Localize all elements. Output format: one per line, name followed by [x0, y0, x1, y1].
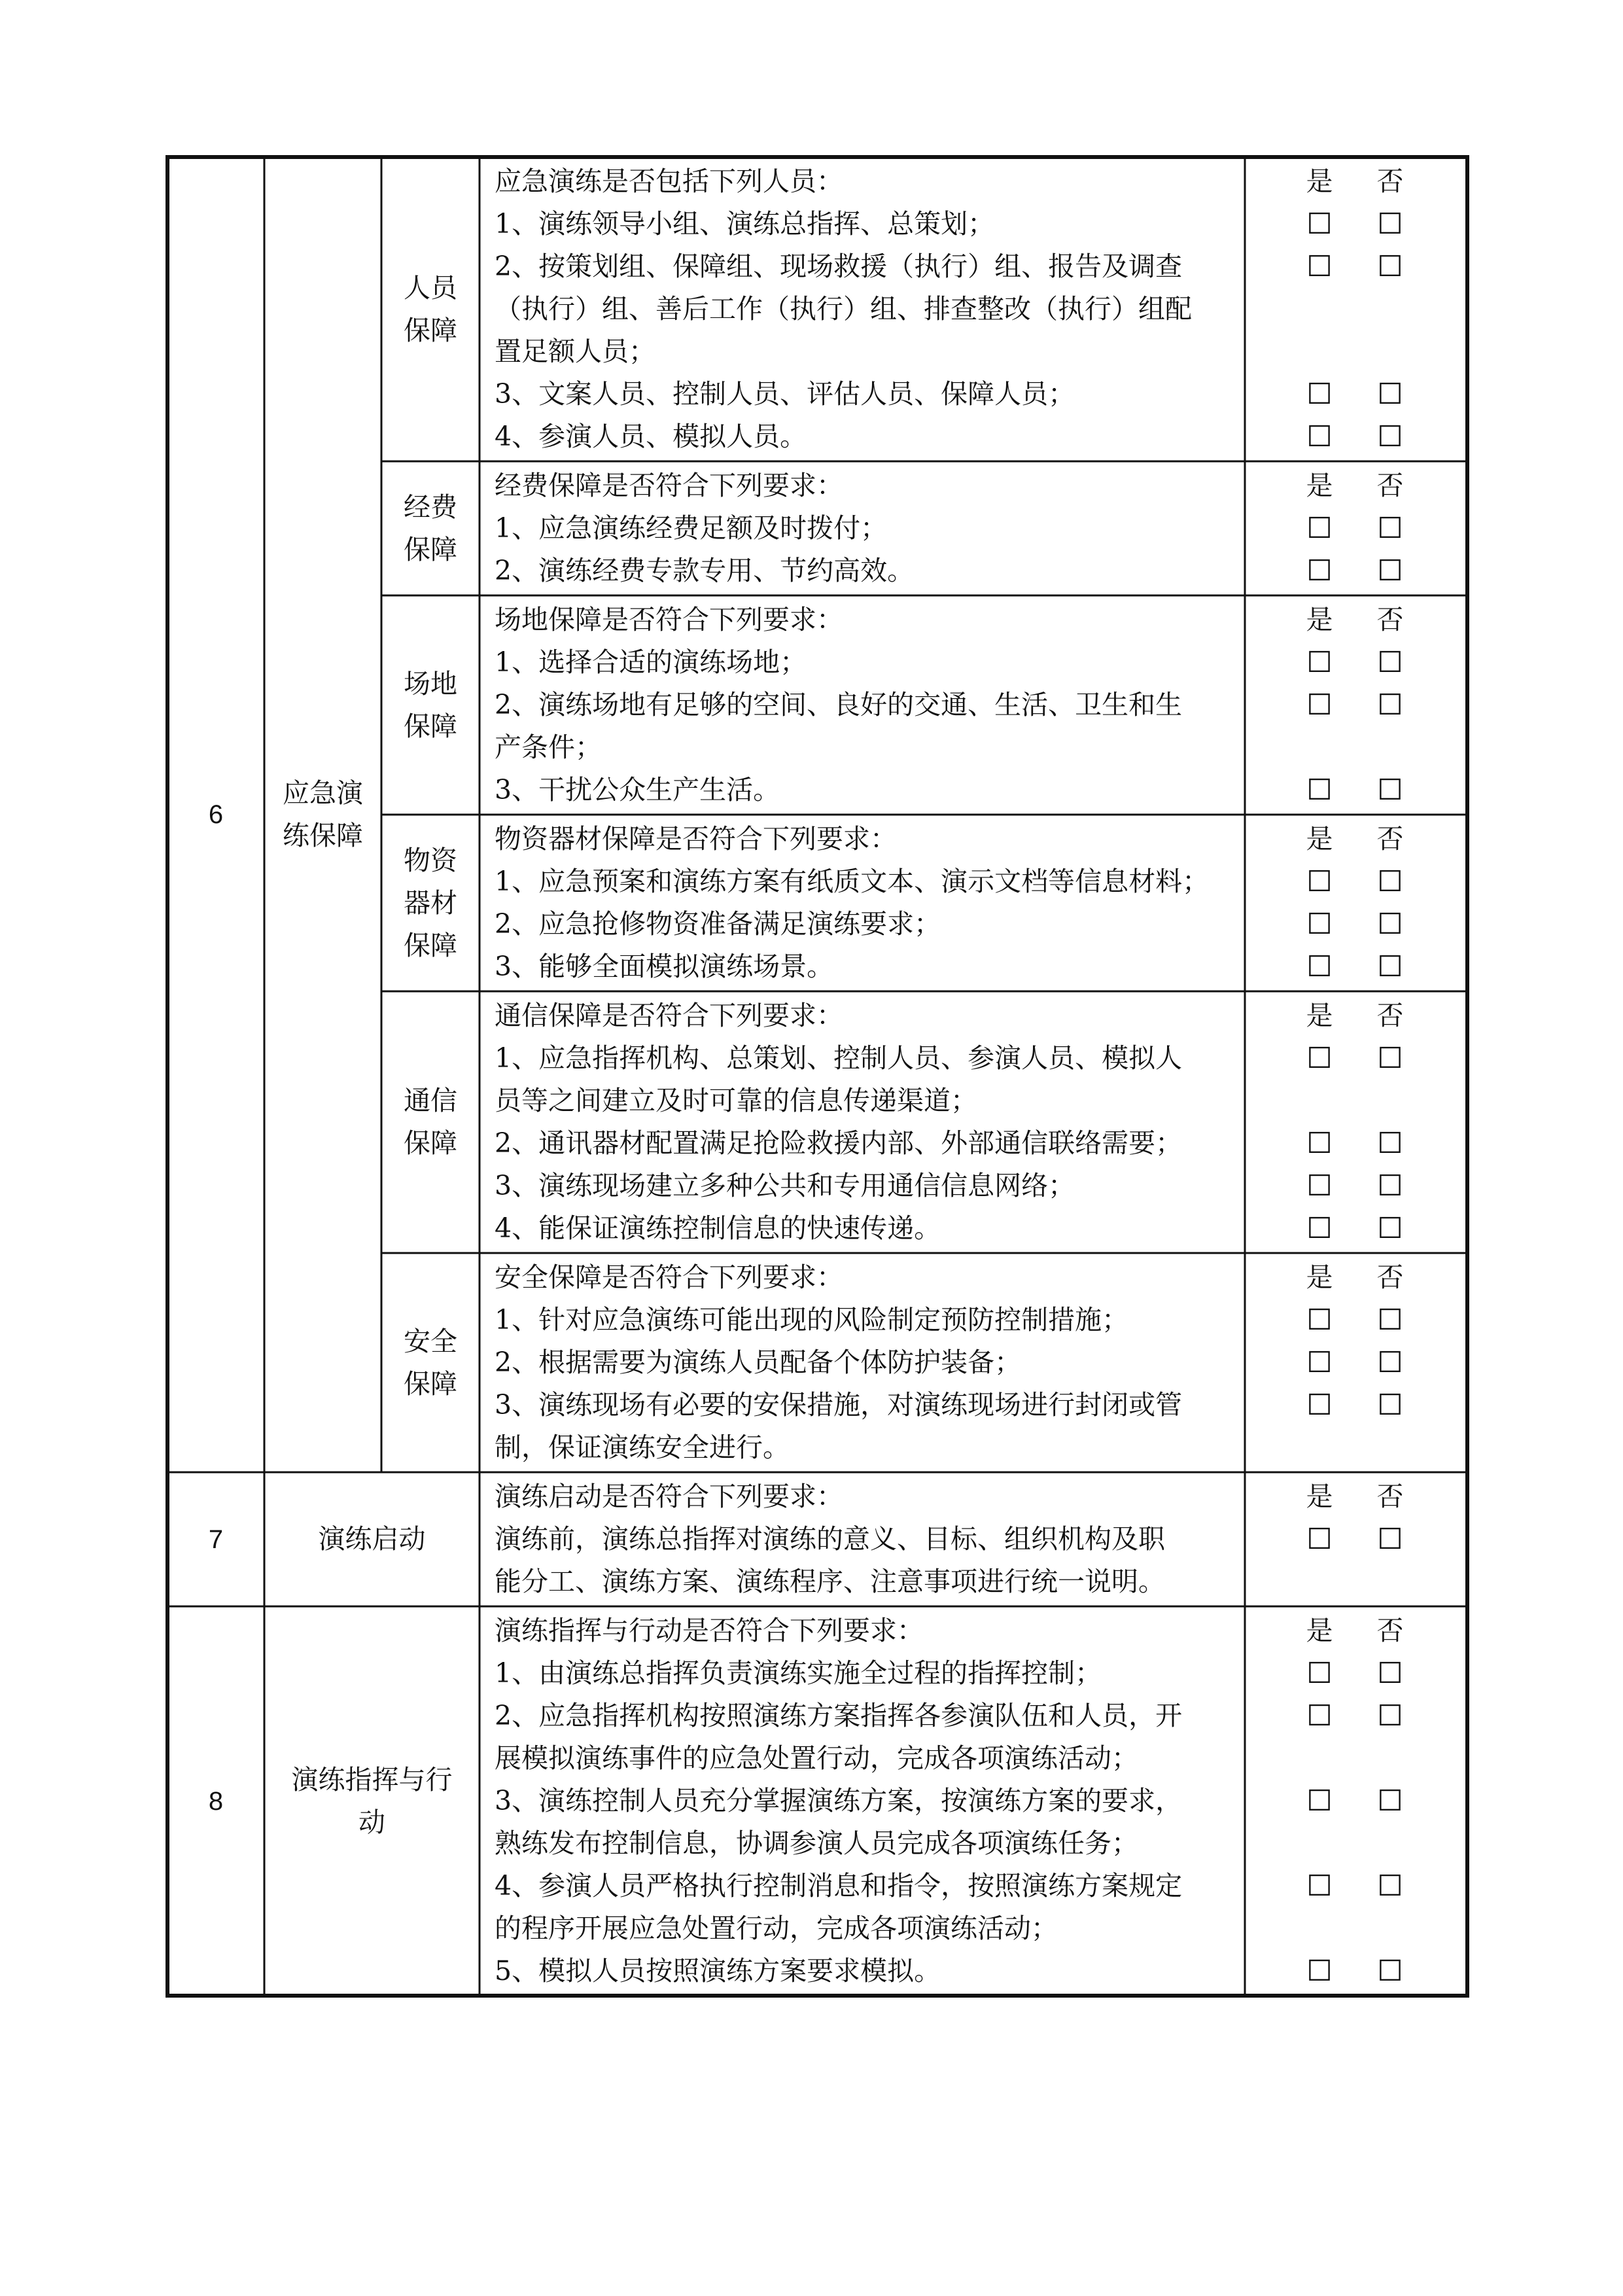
subsection-label: 场地 — [404, 667, 457, 699]
yes-checkbox[interactable]: ☐ — [1306, 1042, 1333, 1075]
yes-checkbox[interactable]: ☐ — [1306, 1303, 1333, 1337]
no-label: 否 — [1376, 1481, 1404, 1512]
yes-checkbox[interactable]: ☐ — [1306, 950, 1333, 983]
subsection-label: 保障 — [404, 710, 457, 742]
category-label: 练保障 — [283, 820, 363, 851]
criteria-line: 1、应急预案和演练方案有纸质文本、演示文档等信息材料； — [495, 866, 1210, 897]
criteria-line: 经费保障是否符合下列要求： — [495, 470, 843, 501]
subsection-label: 人员 — [404, 272, 457, 304]
no-checkbox[interactable]: ☐ — [1377, 1657, 1403, 1690]
no-checkbox[interactable]: ☐ — [1377, 378, 1403, 411]
criteria-line: 2、应急抢修物资准备满足演练要求； — [495, 908, 941, 940]
category-label: 演练启动 — [318, 1523, 426, 1555]
no-checkbox[interactable]: ☐ — [1377, 1523, 1403, 1556]
criteria-line: 2、演练经费专款专用、节约高效。 — [495, 555, 915, 586]
yes-checkbox[interactable]: ☐ — [1306, 207, 1333, 241]
no-label: 否 — [1376, 166, 1404, 197]
no-checkbox[interactable]: ☐ — [1377, 908, 1403, 941]
criteria-line: 1、选择合适的演练场地； — [495, 646, 807, 678]
criteria-line: 1、应急指挥机构、总策划、控制人员、参演人员、模拟人 — [495, 1042, 1183, 1074]
no-checkbox[interactable]: ☐ — [1377, 865, 1403, 898]
row-number: 6 — [208, 800, 224, 829]
no-checkbox[interactable]: ☐ — [1377, 512, 1403, 545]
yes-label: 是 — [1306, 823, 1333, 855]
no-checkbox[interactable]: ☐ — [1377, 1127, 1403, 1160]
criteria-line: 3、演练现场有必要的安保措施，对演练现场进行封闭或管 — [495, 1389, 1183, 1421]
yes-checkbox[interactable]: ☐ — [1306, 1127, 1333, 1160]
yes-checkbox[interactable]: ☐ — [1306, 1657, 1333, 1690]
no-label: 否 — [1376, 823, 1404, 855]
yes-checkbox[interactable]: ☐ — [1306, 646, 1333, 679]
criteria-line: 演练指挥与行动是否符合下列要求： — [495, 1615, 924, 1646]
yes-checkbox[interactable]: ☐ — [1306, 554, 1333, 588]
no-checkbox[interactable]: ☐ — [1377, 1303, 1403, 1337]
no-checkbox[interactable]: ☐ — [1377, 420, 1403, 453]
subsection-label: 保障 — [404, 1368, 457, 1400]
no-label: 否 — [1376, 1615, 1404, 1646]
yes-checkbox[interactable]: ☐ — [1306, 512, 1333, 545]
subsection-label: 器材 — [404, 887, 457, 919]
subsection-label: 物资 — [404, 844, 457, 876]
yes-label: 是 — [1306, 1000, 1333, 1031]
criteria-line: 2、通讯器材配置满足抢险救援内部、外部通信联络需要； — [495, 1127, 1183, 1159]
subsection-label: 保障 — [404, 314, 457, 346]
subsection-label: 保障 — [404, 929, 457, 961]
yes-checkbox[interactable]: ☐ — [1306, 908, 1333, 941]
row-number: 8 — [208, 1786, 224, 1816]
yes-checkbox[interactable]: ☐ — [1306, 250, 1333, 283]
subsection-label: 保障 — [404, 533, 457, 565]
criteria-line: 制，保证演练安全进行。 — [495, 1432, 790, 1463]
yes-label: 是 — [1306, 470, 1333, 501]
criteria-line: 展模拟演练事件的应急处置行动，完成各项演练活动； — [495, 1742, 1138, 1774]
no-checkbox[interactable]: ☐ — [1377, 1346, 1403, 1379]
no-checkbox[interactable]: ☐ — [1377, 1699, 1403, 1733]
criteria-line: 5、模拟人员按照演练方案要求模拟。 — [495, 1955, 941, 1987]
no-checkbox[interactable]: ☐ — [1377, 1388, 1403, 1422]
yes-checkbox[interactable]: ☐ — [1306, 1869, 1333, 1903]
criteria-line: 4、能保证演练控制信息的快速传递。 — [495, 1212, 941, 1244]
criteria-line: 4、参演人员、模拟人员。 — [495, 421, 807, 452]
subsection-label: 保障 — [404, 1127, 457, 1159]
criteria-line: 3、能够全面模拟演练场景。 — [495, 951, 834, 982]
criteria-line: 3、演练现场建立多种公共和专用通信信息网络； — [495, 1170, 1075, 1201]
row-number: 7 — [208, 1525, 224, 1554]
no-label: 否 — [1376, 604, 1404, 635]
criteria-line: 物资器材保障是否符合下列要求： — [495, 823, 897, 855]
no-checkbox[interactable]: ☐ — [1377, 1869, 1403, 1903]
yes-checkbox[interactable]: ☐ — [1306, 1784, 1333, 1818]
criteria-line: 的程序开展应急处置行动，完成各项演练活动； — [495, 1913, 1058, 1944]
no-checkbox[interactable]: ☐ — [1377, 950, 1403, 983]
yes-checkbox[interactable]: ☐ — [1306, 1699, 1333, 1733]
no-checkbox[interactable]: ☐ — [1377, 688, 1403, 722]
criteria-line: 能分工、演练方案、演练程序、注意事项进行统一说明。 — [495, 1566, 1165, 1597]
yes-checkbox[interactable]: ☐ — [1306, 773, 1333, 807]
yes-checkbox[interactable]: ☐ — [1306, 420, 1333, 453]
criteria-line: 安全保障是否符合下列要求： — [495, 1262, 843, 1293]
yes-checkbox[interactable]: ☐ — [1306, 1346, 1333, 1379]
no-checkbox[interactable]: ☐ — [1377, 207, 1403, 241]
yes-checkbox[interactable]: ☐ — [1306, 1212, 1333, 1245]
subsection-label: 安全 — [404, 1325, 457, 1357]
yes-checkbox[interactable]: ☐ — [1306, 1954, 1333, 1988]
category-label: 演练指挥与行 — [291, 1763, 453, 1795]
subsection-label: 经费 — [404, 491, 457, 523]
yes-checkbox[interactable]: ☐ — [1306, 688, 1333, 722]
yes-checkbox[interactable]: ☐ — [1306, 865, 1333, 898]
criteria-line: 2、应急指挥机构按照演练方案指挥各参演队伍和人员，开 — [495, 1700, 1183, 1731]
no-label: 否 — [1376, 1262, 1404, 1293]
no-checkbox[interactable]: ☐ — [1377, 773, 1403, 807]
criteria-line: 产条件； — [495, 732, 602, 763]
criteria-line: 3、演练控制人员充分掌握演练方案，按演练方案的要求， — [495, 1785, 1183, 1816]
criteria-line: 演练前，演练总指挥对演练的意义、目标、组织机构及职 — [495, 1523, 1165, 1555]
yes-checkbox[interactable]: ☐ — [1306, 378, 1333, 411]
category-label: 应急演 — [283, 777, 363, 809]
yes-label: 是 — [1306, 1481, 1333, 1512]
subsection-label: 通信 — [404, 1085, 457, 1116]
yes-label: 是 — [1306, 604, 1333, 635]
yes-checkbox[interactable]: ☐ — [1306, 1388, 1333, 1422]
yes-checkbox[interactable]: ☐ — [1306, 1523, 1333, 1556]
no-checkbox[interactable]: ☐ — [1377, 1784, 1403, 1818]
no-checkbox[interactable]: ☐ — [1377, 1212, 1403, 1245]
no-checkbox[interactable]: ☐ — [1377, 250, 1403, 283]
no-label: 否 — [1376, 470, 1404, 501]
criteria-line: 3、文案人员、控制人员、评估人员、保障人员； — [495, 378, 1075, 410]
yes-label: 是 — [1306, 1262, 1333, 1293]
criteria-line: 场地保障是否符合下列要求： — [495, 604, 843, 635]
criteria-line: 2、根据需要为演练人员配备个体防护装备； — [495, 1347, 1022, 1378]
criteria-line: 2、演练场地有足够的空间、良好的交通、生活、卫生和生 — [495, 689, 1183, 720]
criteria-line: 1、由演练总指挥负责演练实施全过程的指挥控制； — [495, 1657, 1102, 1689]
criteria-line: 1、应急演练经费足额及时拨付； — [495, 512, 888, 544]
criteria-line: 演练启动是否符合下列要求： — [495, 1481, 843, 1512]
yes-label: 是 — [1306, 166, 1333, 197]
no-checkbox[interactable]: ☐ — [1377, 1169, 1403, 1203]
no-checkbox[interactable]: ☐ — [1377, 1042, 1403, 1075]
criteria-line: 置足额人员； — [495, 336, 655, 367]
criteria-line: （执行）组、善后工作（执行）组、排查整改（执行）组配 — [495, 293, 1192, 325]
criteria-line: 通信保障是否符合下列要求： — [495, 1000, 843, 1031]
no-checkbox[interactable]: ☐ — [1377, 554, 1403, 588]
criteria-line: 1、针对应急演练可能出现的风险制定预防控制措施； — [495, 1304, 1129, 1335]
yes-label: 是 — [1306, 1615, 1333, 1646]
no-checkbox[interactable]: ☐ — [1377, 646, 1403, 679]
criteria-line: 应急演练是否包括下列人员： — [495, 166, 843, 197]
criteria-line: 2、按策划组、保障组、现场救援（执行）组、报告及调查 — [495, 251, 1183, 282]
category-label: 动 — [358, 1806, 385, 1838]
criteria-line: 员等之间建立及时可靠的信息传递渠道； — [495, 1085, 977, 1116]
yes-checkbox[interactable]: ☐ — [1306, 1169, 1333, 1203]
criteria-line: 1、演练领导小组、演练总指挥、总策划； — [495, 208, 995, 239]
no-label: 否 — [1376, 1000, 1404, 1031]
criteria-line: 熟练发布控制信息，协调参演人员完成各项演练任务； — [495, 1828, 1138, 1859]
criteria-line: 3、干扰公众生产生活。 — [495, 774, 780, 805]
no-checkbox[interactable]: ☐ — [1377, 1954, 1403, 1988]
criteria-line: 4、参演人员严格执行控制消息和指令，按照演练方案规定 — [495, 1870, 1183, 1901]
